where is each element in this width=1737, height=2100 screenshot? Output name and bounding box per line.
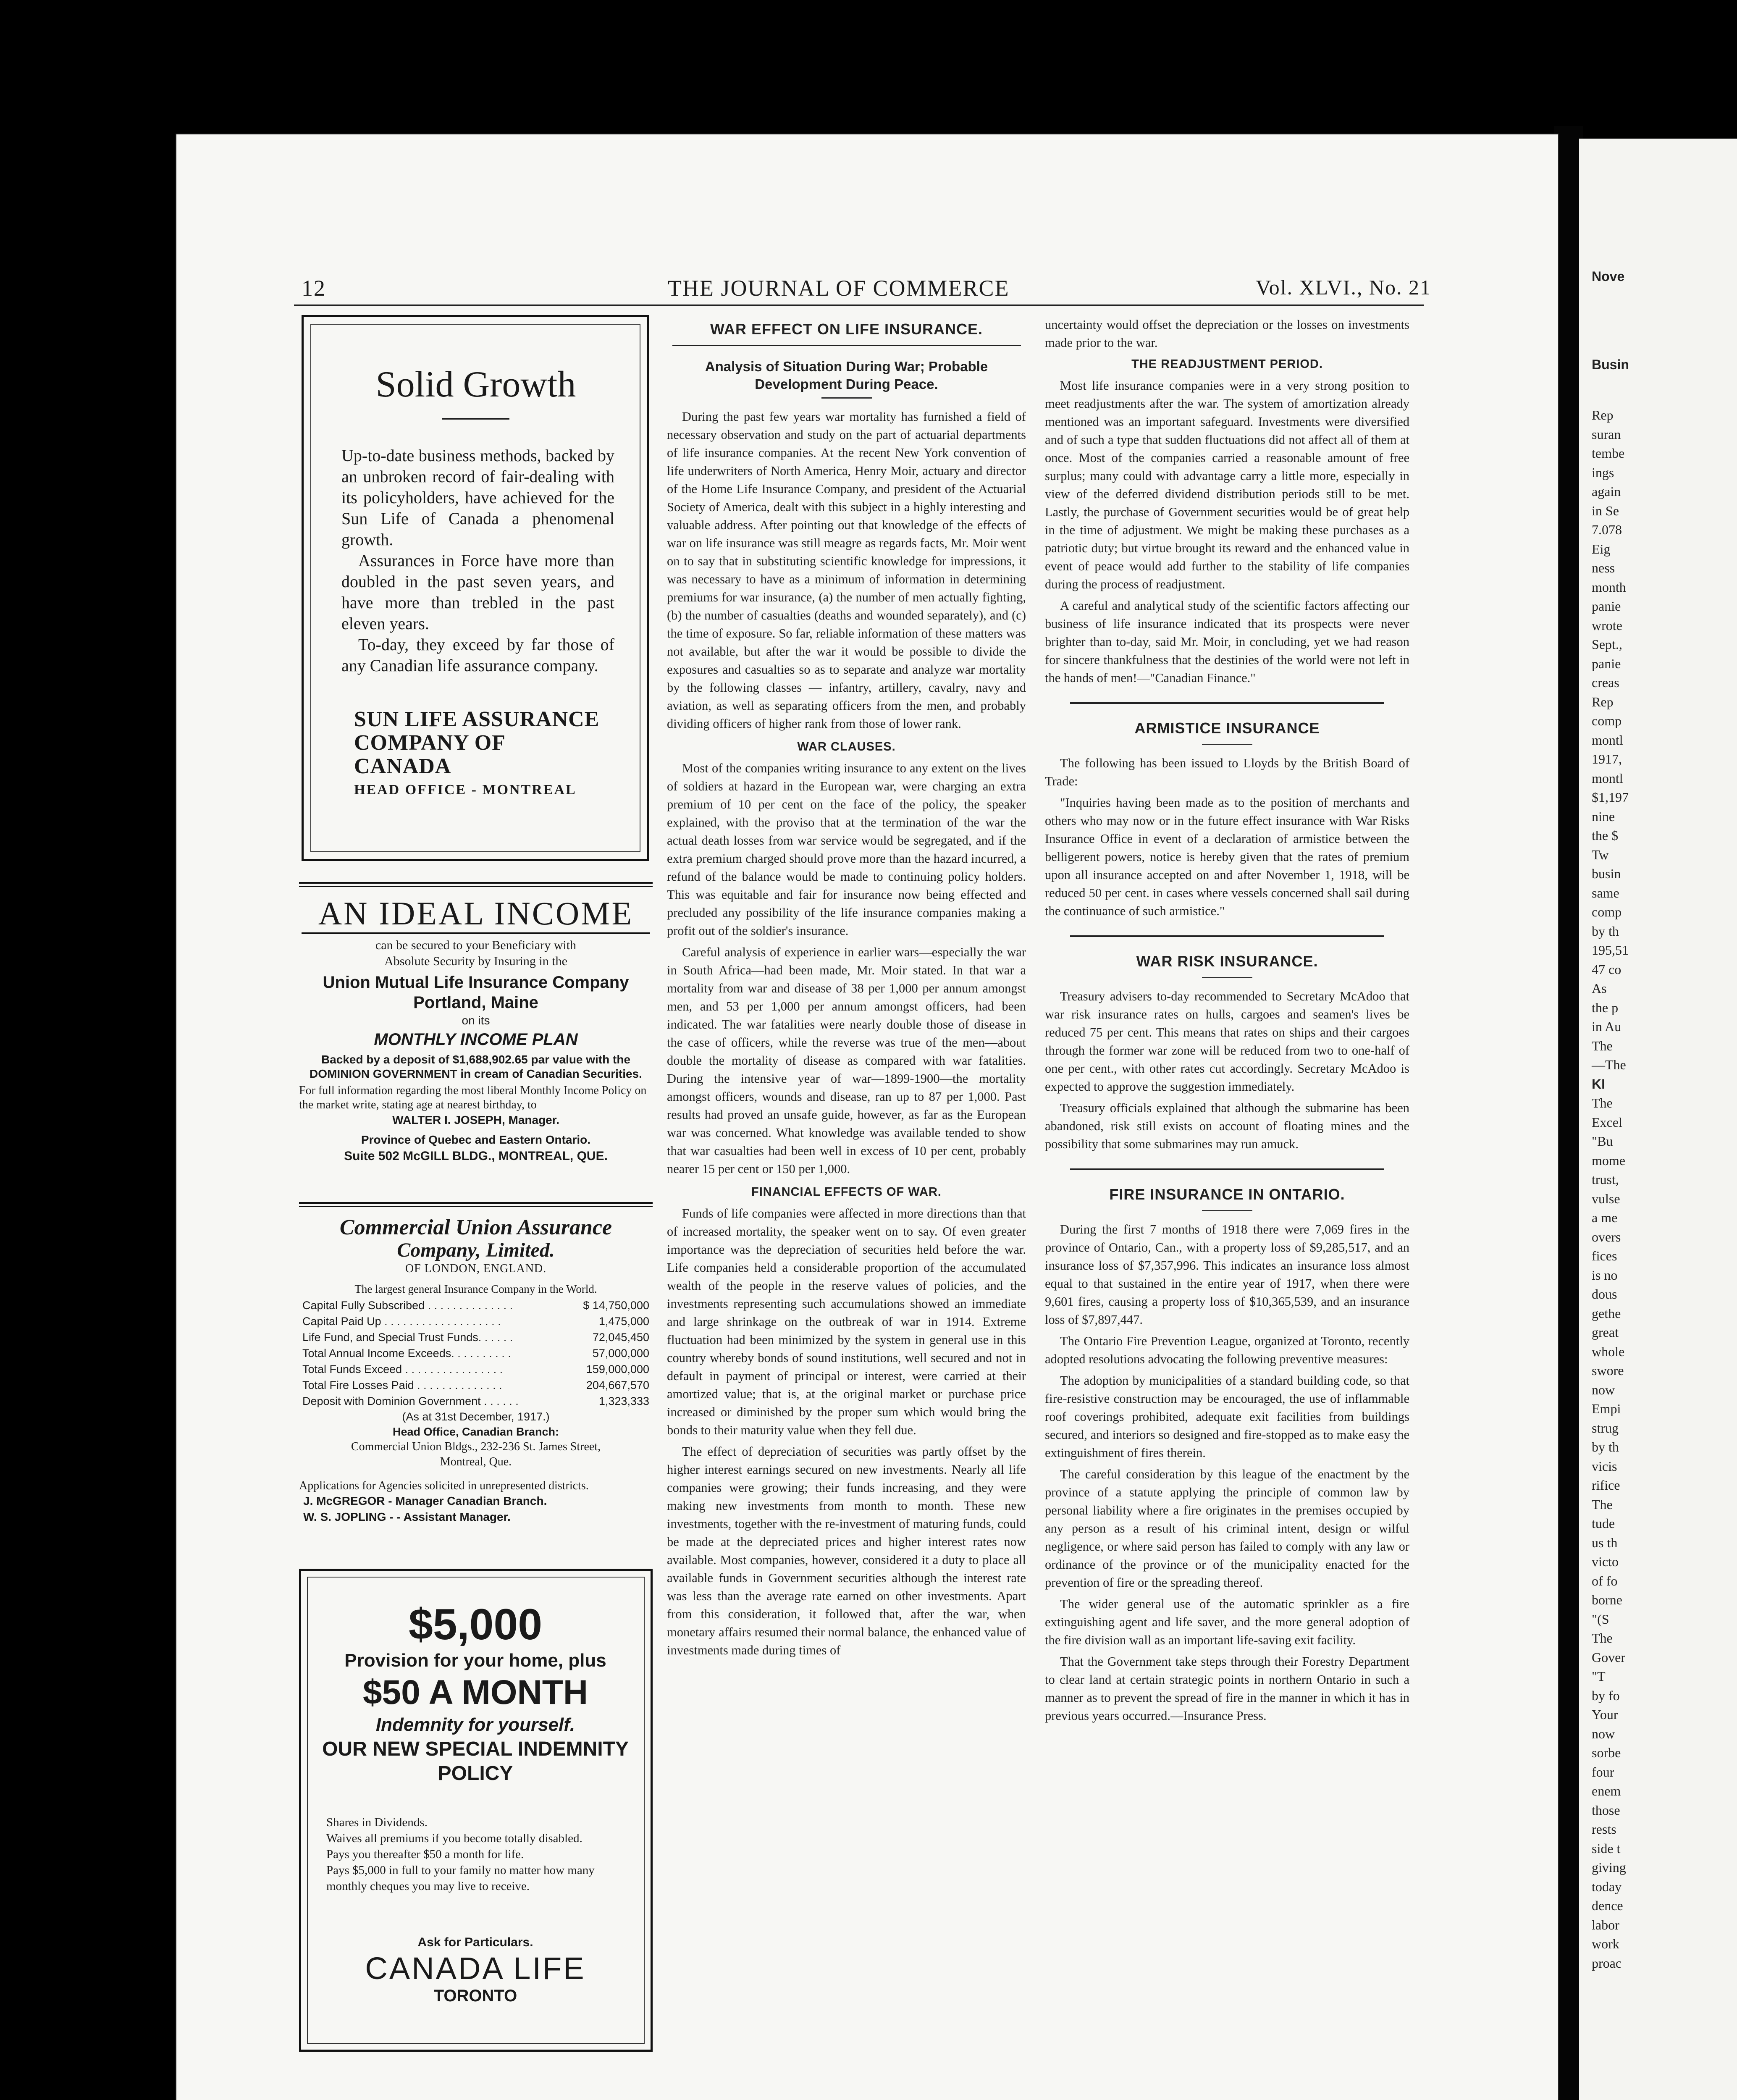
article-paragraph: That the Government take steps through their Forestry Department to clear land at certain strategic points in northern Ontario in such a manner as to prevent the spread of fire in the manner in which it has in previous years occurred.—Insurance Press. xyxy=(1045,1654,1409,1723)
adjacent-page-fragment: 195,51 xyxy=(1592,942,1629,958)
ad-headline: AN IDEAL INCOME xyxy=(318,895,634,932)
adjacent-page-fragment: labor xyxy=(1592,1917,1619,1932)
article-title: ARMISTICE INSURANCE xyxy=(1134,719,1320,737)
policy-name: POLICY xyxy=(438,1762,513,1785)
commercial-union-ad xyxy=(299,1216,653,1525)
adjacent-page-fragment: Gover xyxy=(1592,1649,1625,1665)
financial-row xyxy=(302,1297,649,1313)
adjacent-page-fragment: enem xyxy=(1592,1783,1621,1798)
ad-text: Indemnity for yourself. xyxy=(375,1714,575,1735)
adjacent-page-fragment: Tw xyxy=(1592,847,1609,862)
financial-label: Capital Paid Up . . . . . . . . . . . . . . . . . . . xyxy=(302,1315,501,1328)
company-name: Union Mutual Life Insurance Company xyxy=(323,973,629,992)
adjacent-page-fragment: mome xyxy=(1592,1152,1625,1168)
adjacent-page-fragment: comp xyxy=(1592,904,1622,919)
adjacent-page-fragment: rifice xyxy=(1592,1478,1620,1493)
adjacent-page-fragment: ness xyxy=(1592,560,1615,575)
ad-text: J. McGREGOR - Manager Canadian Branch. xyxy=(303,1494,547,1507)
adjacent-page-fragment: is no xyxy=(1592,1267,1618,1283)
financial-value: 159,000,000 xyxy=(586,1363,649,1376)
adjacent-page-fragment: "T xyxy=(1592,1669,1606,1684)
adjacent-page-fragment: victo xyxy=(1592,1554,1619,1569)
adjacent-page-fragment: The xyxy=(1592,1095,1613,1110)
benefit-item: Pays $5,000 in full to your family no matter how many monthly cheques you may live to receive. xyxy=(326,1864,595,1893)
benefit-item: Pays you thereafter $50 a month for life. xyxy=(326,1848,524,1861)
adjacent-page-fragment: 1917, xyxy=(1592,751,1622,766)
adjacent-page-fragment: —The xyxy=(1592,1057,1626,1072)
plan-name: MONTHLY INCOME PLAN xyxy=(374,1030,578,1049)
financial-row xyxy=(302,1329,649,1345)
financial-label: Total Funds Exceed . . . . . . . . . . . . . . . . xyxy=(302,1363,503,1376)
ad-text: OF LONDON, ENGLAND. xyxy=(405,1262,547,1275)
adjacent-page-fragment: dous xyxy=(1592,1286,1617,1302)
adjacent-page-fragment: by th xyxy=(1592,923,1619,939)
company-city: Portland, Maine xyxy=(413,993,538,1012)
adjacent-page-fragment: those xyxy=(1592,1802,1620,1818)
adjacent-page-fragment: 47 co xyxy=(1592,961,1622,977)
adjacent-page-fragment: work xyxy=(1592,1936,1619,1951)
page-number: 12 xyxy=(302,276,326,301)
adjacent-page-fragment: by fo xyxy=(1592,1688,1620,1703)
article-title: WAR EFFECT ON LIFE INSURANCE. xyxy=(710,320,983,338)
financial-row xyxy=(302,1393,649,1409)
article-title: WAR RISK INSURANCE. xyxy=(1136,953,1318,970)
ad-headline: Commercial Union Assurance xyxy=(339,1215,612,1239)
adjacent-page-fragment: a me xyxy=(1592,1210,1618,1225)
adjacent-page-fragment: "(S xyxy=(1592,1611,1609,1627)
article-paragraph: A careful and analytical study of the scientific factors affecting our business of life insurance indicated that its prospects were never brighter than to-day, said Mr. Moir, in concluding, yet we had reason for sincere thankfulness that the destinies of the world were not left in the hands of men!—"Canadian Finance." xyxy=(1045,598,1409,685)
adjacent-page-fragment: panie xyxy=(1592,598,1621,614)
adjacent-page-fragment: whole xyxy=(1592,1344,1625,1359)
adjacent-page-fragment: montl xyxy=(1592,732,1623,748)
adjacent-page-fragment: today xyxy=(1592,1879,1622,1894)
adjacent-page-fragment: tude xyxy=(1592,1516,1615,1531)
adjacent-page-fragment: borne xyxy=(1592,1592,1622,1607)
financial-value: 1,323,333 xyxy=(598,1395,649,1407)
adjacent-page-fragment: nine xyxy=(1592,808,1615,824)
ad-paragraph: To-day, they exceed by far those of any Canadian life assurance company. xyxy=(341,635,614,675)
benefit-item: Shares in Dividends. xyxy=(326,1816,428,1829)
financial-label: Life Fund, and Special Trust Funds. . . . . . xyxy=(302,1331,513,1344)
article-title: FIRE INSURANCE IN ONTARIO. xyxy=(1109,1186,1345,1203)
adjacent-page-fragment: Eig xyxy=(1592,541,1611,556)
article-paragraph: Treasury advisers to-day recommended to Secretary McAdoo that war risk insurance rates on hulls, cargoes and seamen's lives be reduced 75 per cent. This means that rates on ships and their cargoes through the former war zone will be reduced from two to one-half of one per cent., with other rates cut accordingly. Secretary McAdoo is expected to approve the suggestion immediately. xyxy=(1045,989,1409,1094)
ad-paragraph: Assurances in Force have more than doubled in the past seven years, and have more than trebled in the past eleven years. xyxy=(341,551,614,633)
adjacent-page-fragment: The xyxy=(1592,1038,1613,1053)
ad-text: Montreal, Que. xyxy=(440,1455,512,1468)
adjacent-page-fragment: KI xyxy=(1592,1076,1605,1092)
adjacent-page-fragment: busin xyxy=(1592,866,1621,881)
company-city: TORONTO xyxy=(433,1987,517,2005)
article-paragraph: The following has been issued to Lloyds by the British Board of Trade: xyxy=(1045,756,1409,788)
article-paragraph: Most life insurance companies were in a very strong position to meet readjustments after the war. The system of amortization already mentioned was an important safeguard. Investments were diversified and of such a type that sudden fluctuations did not affect all of them at once. Most of the companies carried a reasonable amount of free surplus; many could with advantage carry a little more, especially in view of the deferred dividend distribution periods still to be met. Lastly, the purchase of Government securities would be of great help in the time of adjustment. We might be making these purchases as a patriotic duty; but virtue brought its reward and the enhanced value in event of peace would add further to the stability of life companies during the process of readjustment. xyxy=(1045,378,1409,591)
adjacent-page-fragment: Your xyxy=(1592,1707,1618,1722)
adjacent-page-fragment: wrote xyxy=(1592,617,1622,633)
adjacent-page-fragment: The xyxy=(1592,1630,1613,1646)
financial-table xyxy=(299,1297,653,1409)
ad-text: WALTER I. JOSEPH, Manager. xyxy=(392,1113,559,1126)
adjacent-page-fragment: swore xyxy=(1592,1363,1624,1378)
financial-label: Capital Fully Subscribed . . . . . . . . . . . . . . xyxy=(302,1299,513,1312)
adjacent-page-fragment: strug xyxy=(1592,1420,1619,1436)
adjacent-page-fragment: vicis xyxy=(1592,1458,1617,1474)
ad-text: Absolute Security by Insuring in the xyxy=(384,954,567,968)
adjacent-page-fragment: "Bu xyxy=(1592,1134,1613,1149)
ad-text: Head Office, Canadian Branch: xyxy=(392,1425,559,1438)
adjacent-page-fragment: sorbe xyxy=(1592,1745,1621,1760)
adjacent-page-fragment: by th xyxy=(1592,1439,1619,1454)
financial-value: 57,000,000 xyxy=(592,1347,649,1360)
sun-life-ad xyxy=(302,315,649,861)
financial-value: 72,045,450 xyxy=(592,1331,649,1344)
financial-value: 1,475,000 xyxy=(598,1315,649,1328)
adjacent-page-fragment: rests xyxy=(1592,1822,1616,1837)
section-heading: FINANCIAL EFFECTS OF WAR. xyxy=(751,1185,942,1199)
company-logo-line: SUN LIFE ASSURANCE xyxy=(354,707,600,731)
adjacent-page-fragment: As xyxy=(1592,981,1607,996)
adjacent-page-fragment: tembe xyxy=(1592,446,1625,461)
ad-text: (As at 31st December, 1917.) xyxy=(402,1410,550,1423)
article-paragraph: Careful analysis of experience in earlier wars—especially the war in South Africa—had been made, Mr. Moir stated. In that war a mortality from war and disease of 38 per 1,000 per annum amongst men, and 53 per 1,000 per annum amongst officers, had been indicated. The war fatalities were nearly double those of disease in the case of officers, while the reverse was true of the men—about double the mortality of disease as compared with war fatalities. During the intensive year of war—1899-1900—the mortality amongst officers, wounds and disease, ran up to 87 per 1,000. Past results had proved an unsafe guide, however, as far as the European war was concerned. What knowledge was available tended to show that war casualties had been well in excess of 10 per cent, probably nearer 15 per cent or 150 per 1,000. xyxy=(667,945,1026,1176)
adjacent-page-fragment: gethe xyxy=(1592,1305,1621,1321)
adjacent-page-fragment: fices xyxy=(1592,1248,1617,1263)
adjacent-page-fragment: vulse xyxy=(1592,1191,1620,1206)
ad-headline: $5,000 xyxy=(408,1600,543,1649)
adjacent-page-fragment: Excel xyxy=(1592,1114,1622,1130)
article-paragraph: The effect of depreciation of securities was partly offset by the higher interest earnings secured on new investments. Nearly all life companies were growing; their funds increasing, and they were making new investments from month to month. These new investments, together with the re-investment of maturing funds, could be made at the depreciated prices and higher interest rates now available. Most companies, however, considered it a duty to place all available funds in Government securities although the interest rate was less than the average rate earned on other investments. Apart from this consideration, it followed that, after the war, when monetary affairs resumed their normal balance, the enhanced value of investments made during times of xyxy=(667,1444,1026,1657)
adjacent-page-fragment: four xyxy=(1592,1764,1614,1780)
adjacent-page-fragment: Rep xyxy=(1592,694,1614,709)
adjacent-page-fragment: montl xyxy=(1592,770,1623,786)
adjacent-page-fragment: suran xyxy=(1592,426,1621,442)
adjacent-page-fragment: now xyxy=(1592,1382,1615,1397)
adjacent-page-fragment: giving xyxy=(1592,1860,1626,1875)
canada-life-ad xyxy=(299,1569,653,2052)
article-paragraph: During the first 7 months of 1918 there were 7,069 fires in the province of Ontario, Can., with a property loss of $9,285,517, and an insurance loss of $7,357,996. This indicates an insurance loss almost equal to that sustained in the entire year of 1917, when there were 9,601 fires, causing a property loss of $10,365,539, and an insurance loss of $7,897,447. xyxy=(1045,1222,1409,1327)
company-name: CANADA LIFE xyxy=(365,1951,586,1986)
ad-text: The largest general Insurance Company in the World. xyxy=(354,1283,597,1295)
adjacent-page-fragment: Empi xyxy=(1592,1401,1621,1416)
financial-row xyxy=(302,1313,649,1329)
adjacent-page-fragment: Sept., xyxy=(1592,637,1622,652)
ad-text: Provision for your home, plus xyxy=(344,1650,606,1671)
article-paragraph: Funds of life companies were affected in more directions than that of increased mortality, the speaker went on to say. Of even greater importance was the depreciation of securities held before the war. Life companies held a considerable proportion of the accumulated wealth of the people in the reserve values of policies, and the investments representing such accumulations showed an immediate and large shrinkage on the outbreak of war in 1914. Extreme fluctuation had been minimized by the system in general use in this country whereby bonds of sound institutions, well secured and not in default in payment of principal or interest, were carried at their amortized value; that is, at the original market or purchase price increased or diminished by the proper sum which would bring the bonds to their maturity value when they fell due. xyxy=(667,1206,1026,1437)
financial-label: Deposit with Dominion Government . . . . . . xyxy=(302,1395,519,1407)
ad-text: Backed by a deposit of $1,688,902.65 par value with the DOMINION GOVERNMENT in cream of Canadian Securities. xyxy=(310,1053,642,1080)
financial-value: 204,667,570 xyxy=(586,1379,649,1391)
financial-row xyxy=(302,1377,649,1393)
ad-text: Suite 502 McGILL BLDG., MONTREAL, QUE. xyxy=(344,1149,608,1163)
financial-label: Total Fire Losses Paid . . . . . . . . . . . . . . xyxy=(302,1379,502,1391)
ad-text: can be secured to your Beneficiary with xyxy=(375,938,577,952)
company-logo-line: COMPANY OF CANADA xyxy=(354,731,505,778)
ad-text: Commercial Union Bldgs., 232-236 St. James Street, xyxy=(351,1440,601,1453)
adjacent-page-fragment: dence xyxy=(1592,1898,1623,1913)
article-war-effect xyxy=(667,316,1026,1663)
journal-title: THE JOURNAL OF COMMERCE xyxy=(668,276,1010,301)
adjacent-page-fragment: panie xyxy=(1592,656,1621,671)
adjacent-page-fragment: great xyxy=(1592,1325,1619,1340)
adjacent-page-fragment: side t xyxy=(1592,1840,1621,1856)
ad-text: on its xyxy=(462,1014,490,1027)
benefit-item: Waives all premiums if you become totally disabled. xyxy=(326,1832,582,1845)
financial-row xyxy=(302,1361,649,1377)
article-subtitle: Analysis of Situation During War; Probable Development During Peace. xyxy=(705,359,988,392)
adjacent-page-fragment: the p xyxy=(1592,1000,1619,1015)
ad-headline: $50 A MONTH xyxy=(362,1673,588,1712)
adjacent-page-fragment: Nove xyxy=(1592,269,1625,284)
adjacent-page-fragment: now xyxy=(1592,1726,1615,1741)
adjacent-page-fragment: creas xyxy=(1592,675,1619,690)
financial-value: $ 14,750,000 xyxy=(583,1299,649,1312)
adjacent-page-fragment: ings xyxy=(1592,465,1614,480)
policy-name: OUR NEW SPECIAL INDEMNITY xyxy=(322,1738,629,1760)
section-heading: WAR CLAUSES. xyxy=(797,740,896,753)
adjacent-page-fragment: in Se xyxy=(1592,503,1619,518)
financial-row xyxy=(302,1345,649,1361)
adjacent-page-edge xyxy=(1579,139,1737,2100)
ad-text: W. S. JOPLING - - Assistant Manager. xyxy=(303,1510,511,1523)
volume-info: Vol. XLVI., No. 21 xyxy=(1256,276,1431,299)
ad-text: Ask for Particulars. xyxy=(417,1935,533,1949)
union-mutual-ad xyxy=(299,890,653,1164)
financial-label: Total Annual Income Exceeds. . . . . . . . . . xyxy=(302,1347,511,1360)
adjacent-page-fragment: The xyxy=(1592,1496,1613,1512)
adjacent-page-fragment: Rep xyxy=(1592,407,1614,423)
adjacent-page-fragment: same xyxy=(1592,885,1619,900)
adjacent-page-fragment: the $ xyxy=(1592,828,1619,843)
adjacent-page-fragment: in Au xyxy=(1592,1019,1622,1034)
article-paragraph: Treasury officials explained that although the submarine has been abandoned, risk still exists on account of floating mines and the possibility that some submarines may run amuck. xyxy=(1045,1101,1409,1151)
adjacent-page-fragment: of fo xyxy=(1592,1573,1618,1588)
article-paragraph: uncertainty would offset the depreciation or the losses on investments made prior to the war. xyxy=(1045,318,1409,350)
company-logo-line: HEAD OFFICE - MONTREAL xyxy=(354,782,577,798)
article-paragraph: The careful consideration by this league of the enactment by the province of a statute applying the principle of common law by personal liability where a fire originates in the premises occupied by any person as a result of his criminal intent, design or wilful negligence, or where said person has failed to comply with any law or ordinance of the province or of the municipality enacted for the prevention of fire or the spreading thereof. xyxy=(1045,1467,1409,1590)
adjacent-page-fragment: proac xyxy=(1592,1955,1622,1971)
ad-text: Applications for Agencies solicited in unrepresented districts. xyxy=(299,1479,589,1492)
article-paragraph: Most of the companies writing insurance to any extent on the lives of soldiers at hazard in the European war, were charging an extra premium of 10 per cent on the face of the policy, the speaker explained, with the proviso that at the termination of the war the actual death losses from war service would be segregated, and if the extra premium charged should prove more than the hazard incurred, a refund of the balance would be made to continuing policy holders. This was equitable and fair for insurance now being effected and precluded any possibility of the life insurance companies making a profit out of the soldier's insurance. xyxy=(667,761,1026,938)
adjacent-page-fragment: Busin xyxy=(1592,357,1629,372)
ad-headline: Solid Growth xyxy=(375,364,576,405)
adjacent-page-fragment: comp xyxy=(1592,713,1622,728)
ad-text: For full information regarding the most liberal Monthly Income Policy on the market write, stating age at nearest birthday, to xyxy=(299,1084,647,1111)
header-rule xyxy=(294,304,1424,306)
article-paragraph: The adoption by municipalities of a standard building code, so that fire-resistive construction may be encouraged, the use of inflammable roof coverings prohibited, adequate exit facilities from buildings secured, and interiors so designed and fire-stopped as to make easy the extinguishment of fires therein. xyxy=(1045,1373,1409,1460)
adjacent-page-fragment: trust, xyxy=(1592,1172,1619,1187)
article-paragraph: The wider general use of the automatic sprinkler as a fire extinguishing agent and life saver, and the more general adoption of the fire division wall as an important life-saving exit facility. xyxy=(1045,1597,1409,1647)
section-heading: THE READJUSTMENT PERIOD. xyxy=(1131,357,1323,371)
adjacent-page-fragment: 7.078 xyxy=(1592,522,1622,537)
adjacent-page-fragment: overs xyxy=(1592,1229,1621,1244)
adjacent-page-fragment: $1,197 xyxy=(1592,790,1629,805)
article-paragraph: The Ontario Fire Prevention League, organized at Toronto, recently adopted resolutions advocating the following preventive measures: xyxy=(1045,1334,1409,1366)
ad-headline: Company, Limited. xyxy=(397,1239,555,1261)
right-column xyxy=(1045,316,1409,1728)
adjacent-page-fragment: again xyxy=(1592,484,1621,499)
article-paragraph: During the past few years war mortality has furnished a field of necessary observation and study on the part of actuarial departments of life insurance companies. At the recent New York convention of life underwriters of North America, Henry Moir, actuary and director of the Home Life Insurance Company, and president of the Actuarial Society of America, dealt with this subject in a highly interesting and valuable address. After pointing out that knowledge of the effects of war on life insurance was still meagre as regards facts, Mr. Moir went on to say that in substituting scientific knowledge for impressions, it was necessary to have as a minimum of information in determining premiums for war insurance, (a) the number of men actually fighting, (b) the number of casualties (deaths and wounded separately), and (c) the time of exposure. So far, reliable information of these matters was not available, but after the war it would be possible to divide the exposures and casualties so as to separate and analyze war mortality by the following classes — infantry, artillery, cavalry, navy and aviation, as well as separating officers from the men, and probably dividing officers of higher rank from those of lower rank. xyxy=(667,410,1026,731)
adjacent-page-fragment: month xyxy=(1592,579,1626,595)
ad-text: Province of Quebec and Eastern Ontario. xyxy=(361,1133,591,1146)
adjacent-page-fragment: us th xyxy=(1592,1535,1618,1550)
ad-paragraph: Up-to-date business methods, backed by an unbroken record of fair-dealing with its policyholders, have achieved for the Sun Life of Canada a phenomenal growth. xyxy=(341,446,614,549)
article-paragraph: "Inquiries having been made as to the position of merchants and others who may now or in the future effect insurance with War Risks Insurance Office in event of a declaration of armistice between the belligerent powers, notice is hereby given that the rates of premium upon all insurance accepted on and after November 1, 1918, will be reduced 50 per cent. in cases where vessels concerned shall sail during the continuance of such armistice." xyxy=(1045,795,1409,918)
